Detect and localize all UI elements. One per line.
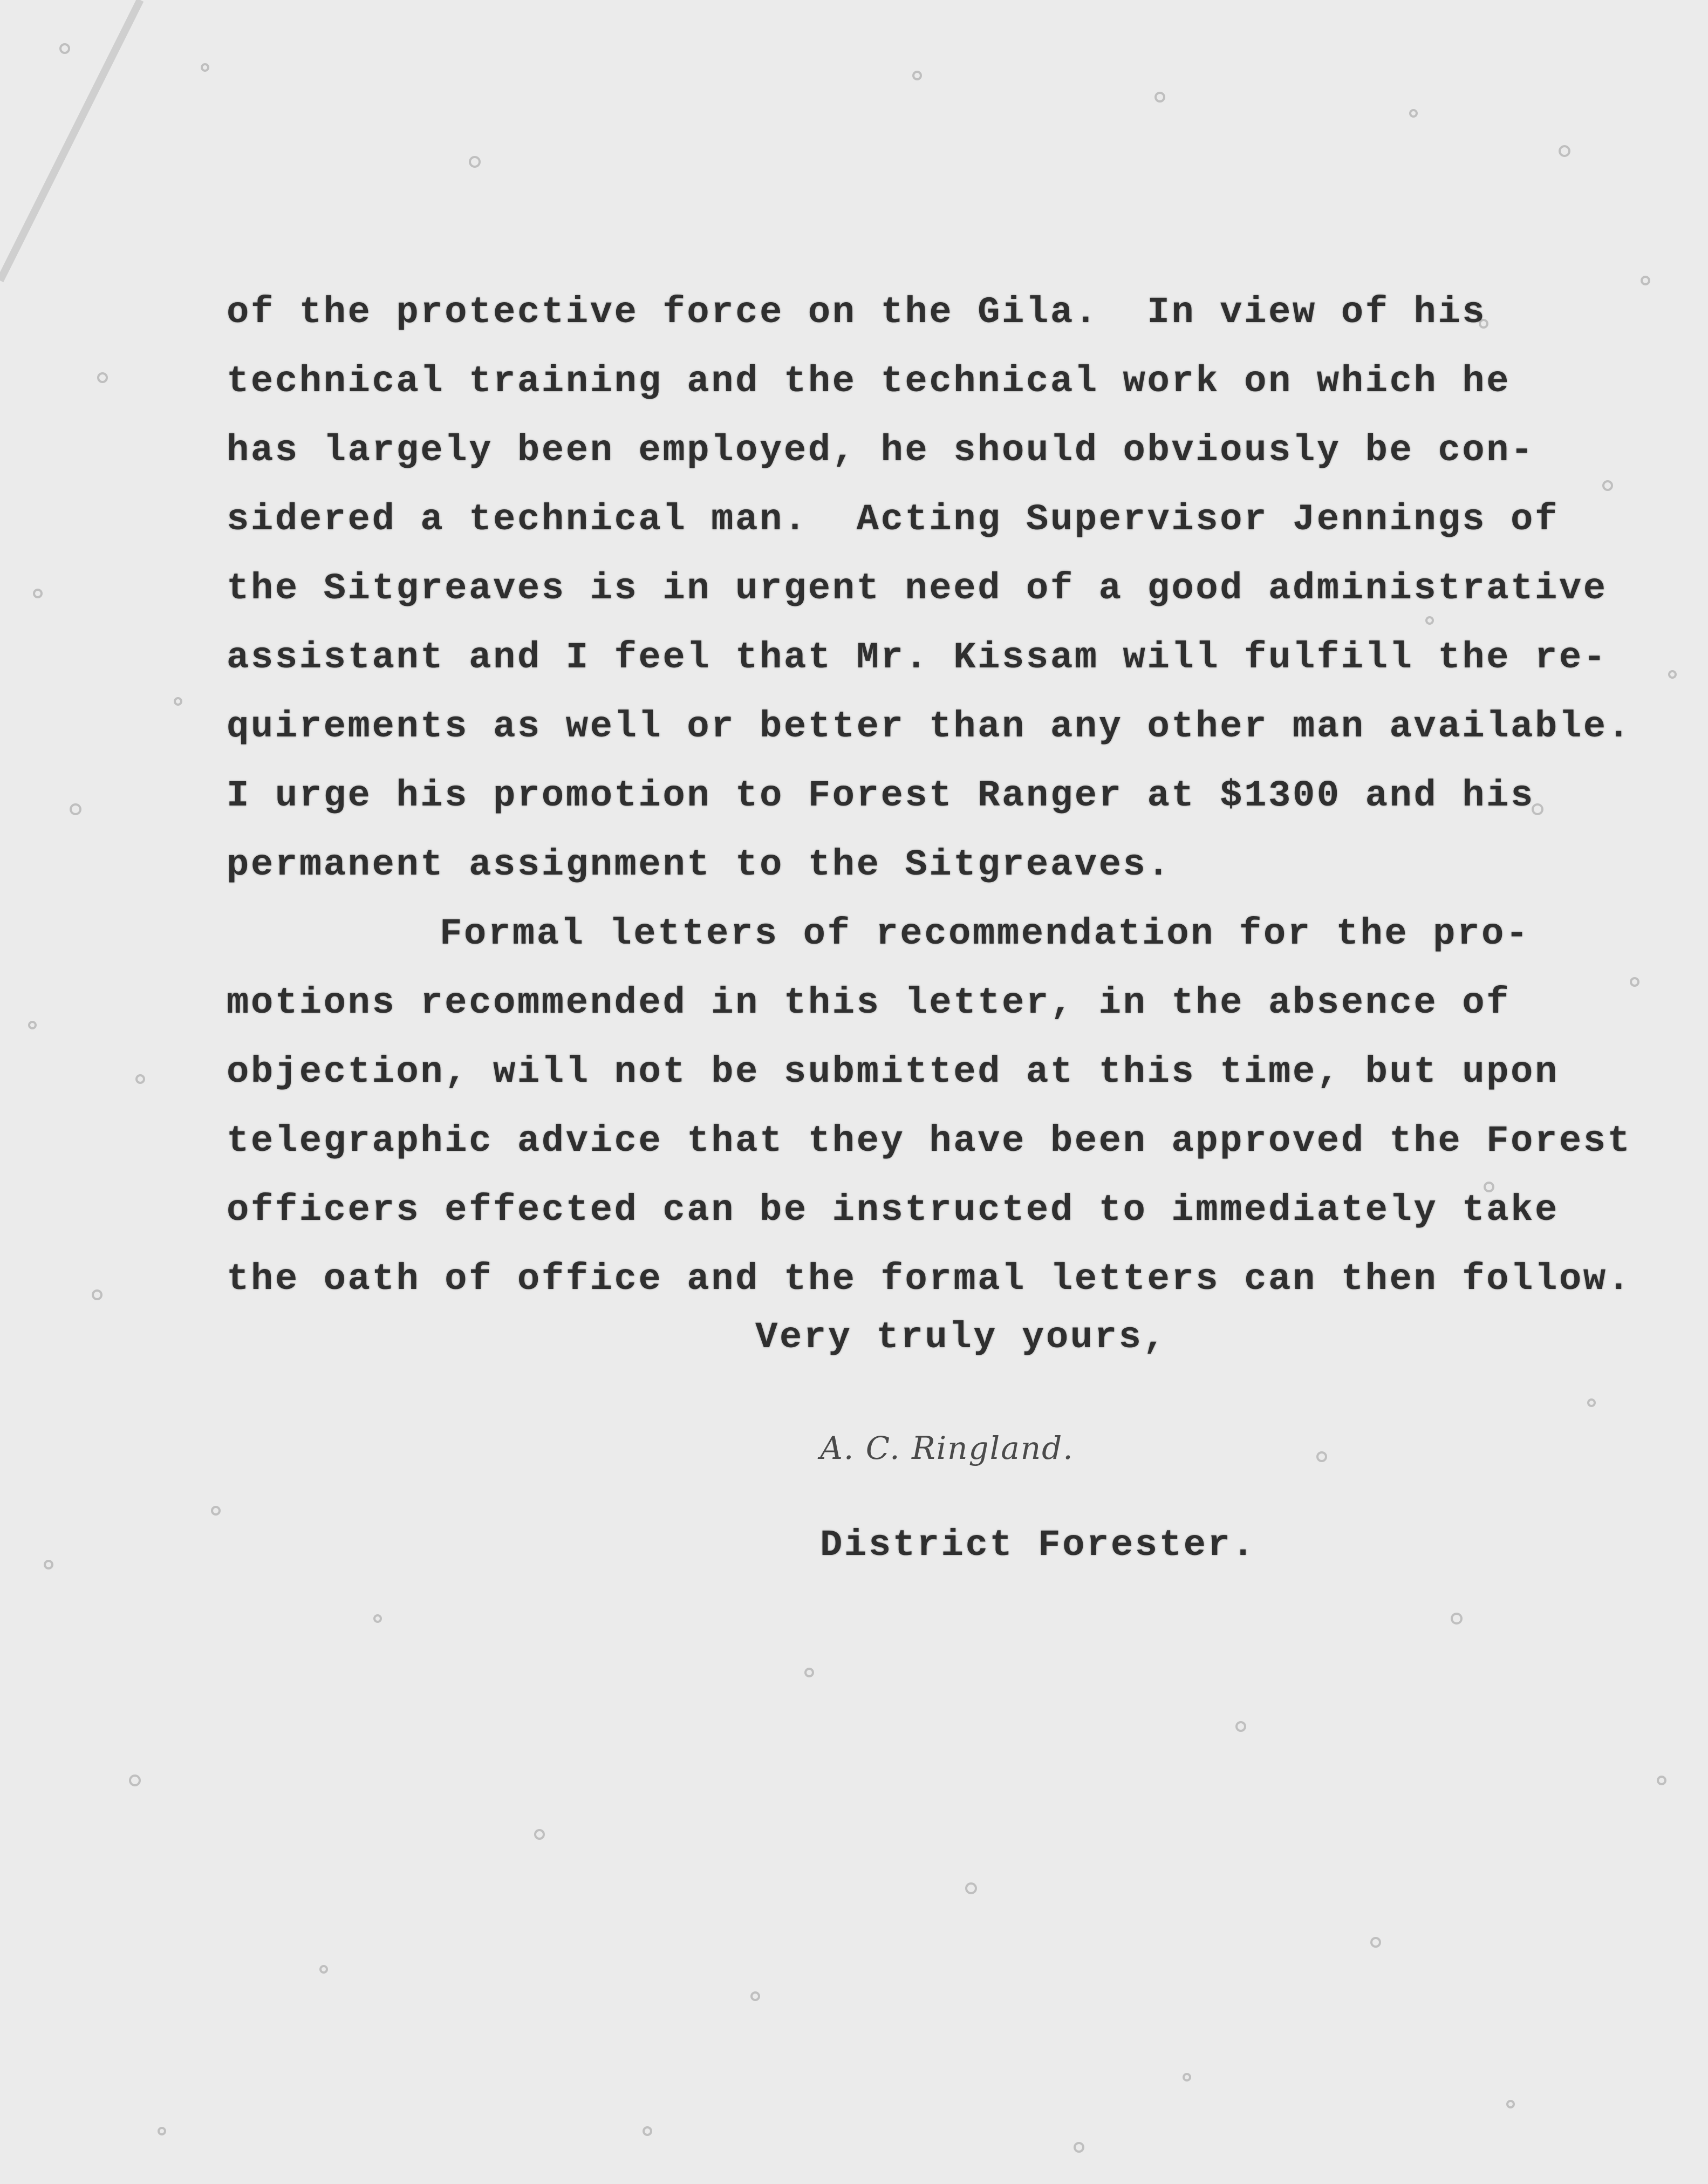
body-line-8: I urge his promotion to Forest Ranger at $1300 and his [227,775,1535,817]
body-line-14: officers effected can be instructed to immediately take [227,1189,1559,1231]
body-line-4: sidered a technical man. Acting Supervisor Jennings of [227,499,1559,541]
signature: A. C. Ringland. [820,1430,1074,1466]
body-line-13: telegraphic advice that they have been approved the Forest [227,1120,1632,1162]
body-line-1: of the protective force on the Gila. In view of his [227,291,1487,333]
body-line-12: objection, will not be submitted at this time, but upon [227,1051,1559,1093]
body-line-11: motions recommended in this letter, in the absence of [227,982,1511,1024]
body-line-9: permanent assignment to the Sitgreaves. [227,844,1172,886]
body-line-7: quirements as well or better than any other man available. [227,706,1632,748]
body-line-10: Formal letters of recommendation for the pro- [440,913,1530,955]
body-line-5: the Sitgreaves is in urgent need of a good administrative [227,568,1608,610]
body-line-2: technical training and the technical work on which he [227,360,1511,402]
body-line-6: assistant and I feel that Mr. Kissam will fulfill the re- [227,637,1608,679]
signer-title: District Forester. [820,1524,1256,1566]
body-line-3: has largely been employed, he should obviously be con- [227,429,1535,472]
body-line-15: the oath of office and the formal letters can then follow. [227,1258,1632,1300]
complimentary-closing: Very truly yours, [755,1316,1167,1359]
